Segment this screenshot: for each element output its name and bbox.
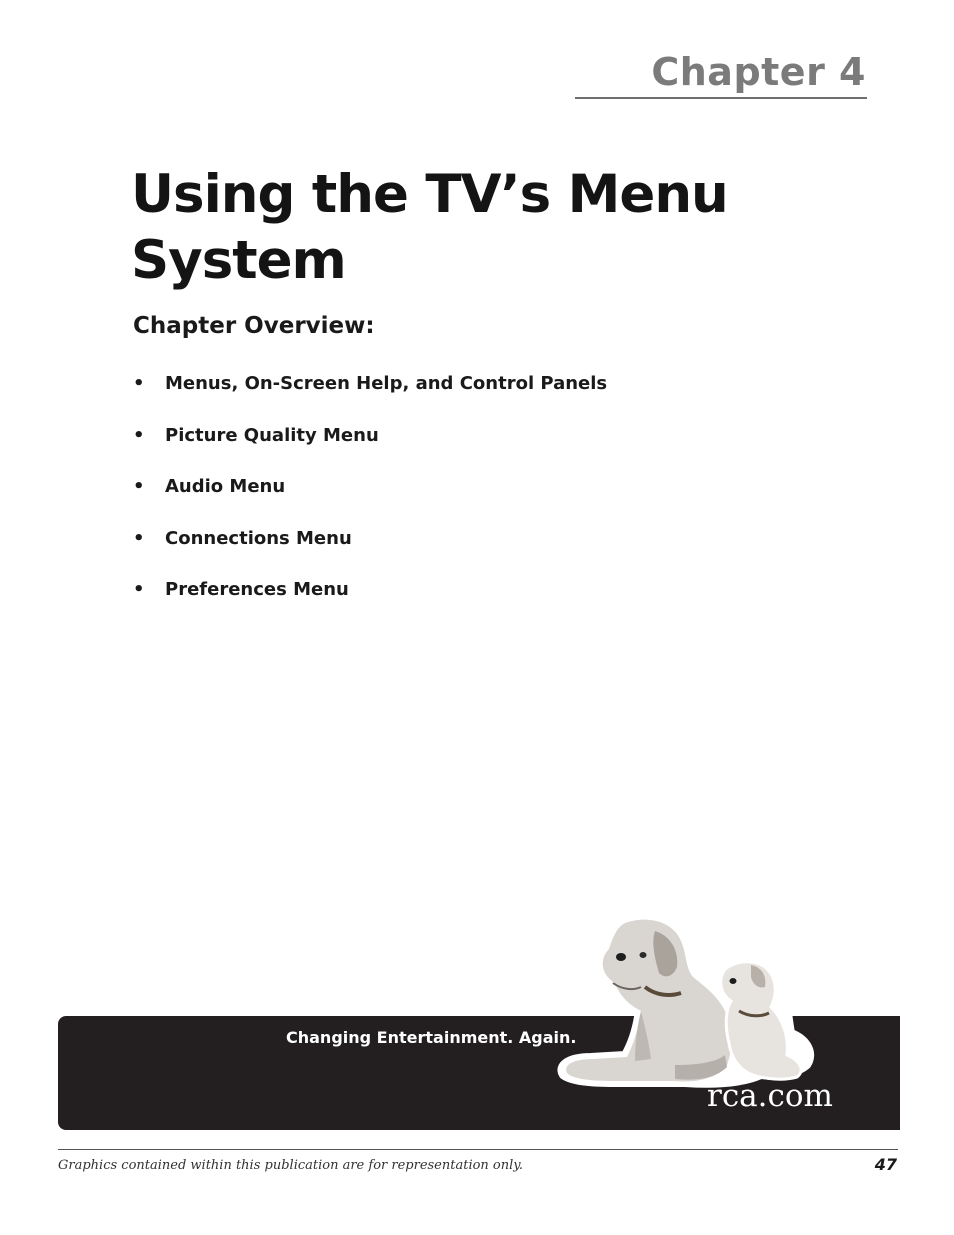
- page-number: 47: [874, 1155, 897, 1174]
- dog-mascot-image: [555, 915, 825, 1095]
- overview-list: [133, 369, 607, 627]
- bullet-icon: •: [133, 527, 145, 549]
- list-item: [133, 575, 607, 627]
- footer-disclaimer: Graphics contained within this publication are for representation only.: [58, 1158, 524, 1173]
- list-item: [133, 524, 607, 576]
- list-item-label: Connections Menu: [165, 527, 352, 549]
- bullet-icon: •: [133, 476, 145, 497]
- list-item-label: Preferences Menu: [165, 579, 349, 600]
- brand-url: rca.com: [707, 1078, 833, 1114]
- bullet-icon: •: [133, 579, 145, 600]
- list-item: [133, 472, 607, 524]
- list-item: [133, 369, 607, 421]
- bullet-icon: •: [133, 373, 145, 394]
- chapter-label: Chapter 4: [651, 50, 866, 94]
- footer-divider: [58, 1149, 898, 1150]
- overview-heading: Chapter Overview:: [133, 313, 375, 339]
- chapter-divider: [575, 97, 867, 99]
- list-item-label: Picture Quality Menu: [165, 424, 379, 446]
- list-item-label: Audio Menu: [165, 476, 286, 497]
- banner-tagline: Changing Entertainment. Again.: [286, 1028, 577, 1047]
- list-item: [133, 421, 607, 473]
- list-item-label: Menus, On-Screen Help, and Control Panels: [165, 373, 608, 394]
- page-title: Using the TV’s Menu System: [131, 164, 728, 291]
- bullet-icon: •: [133, 424, 145, 446]
